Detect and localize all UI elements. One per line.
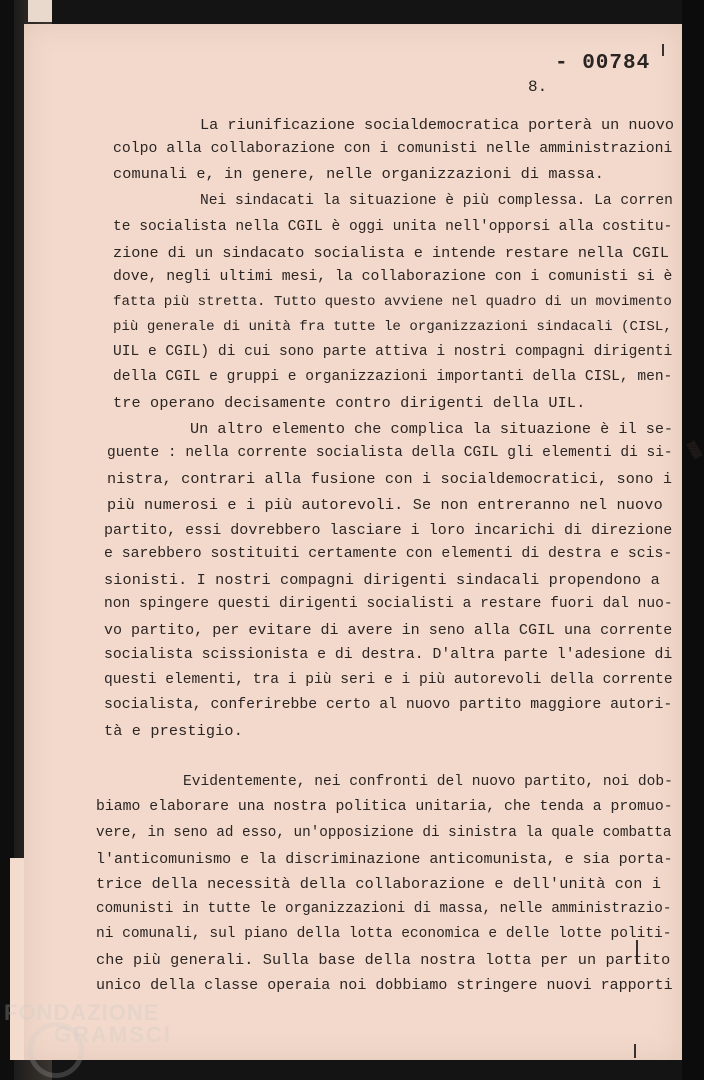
text-line: più numerosi e i più autorevoli. Se non entreranno nel nuovo: [107, 496, 663, 514]
watermark-line2: GRAMSCI: [54, 1022, 172, 1047]
text-line: sionisti. I nostri compagni dirigenti sindacali propendono a: [104, 571, 660, 589]
watermark: [4, 1000, 172, 1048]
text-line: e sarebbero sostituiti certamente con elementi di destra e scis-: [104, 546, 673, 562]
text-line: più generale di unità fra tutte le organizzazioni sindacali (CISL,: [113, 319, 672, 335]
text-line: UIL e CGIL) di cui sono parte attiva i nostri compagni dirigenti: [113, 344, 673, 360]
text-line: biamo elaborare una nostra politica unitaria, che tenda a promuo-: [96, 799, 673, 815]
text-line: comunali e, in genere, nelle organizzazioni di massa.: [113, 165, 604, 183]
text-line: socialista, conferirebbe certo al nuovo partito maggiore autori-: [104, 697, 673, 713]
text-line: La riunificazione socialdemocratica porterà un nuovo: [200, 116, 674, 134]
text-line: l'anticomunismo e la discriminazione anticomunista, e sia porta-: [96, 850, 673, 868]
text-line: unico della classe operaia noi dobbiamo stringere nuovi rapporti: [96, 976, 673, 994]
text-line: socialista scissionista e di destra. D'altra parte l'adesione di: [104, 647, 673, 663]
watermark-line1: FONDAZIONE: [4, 1000, 160, 1025]
text-line: questi elementi, tra i più seri e i più autorevoli della corrente: [104, 672, 673, 688]
text-line: colpo alla collaborazione con i comunisti nelle amministrazioni: [113, 141, 673, 157]
text-line: ni comunali, sul piano della lotta economica e delle lotte politi-: [96, 926, 672, 942]
margin-tick: [662, 44, 664, 56]
text-line: Nei sindacati la situazione è più complessa. La corren: [200, 193, 673, 209]
text-line: zione di un sindacato socialista e intende restare nella CGIL: [113, 244, 669, 262]
text-line: vere, in seno ad esso, un'opposizione di sinistra la quale combatta: [96, 825, 672, 841]
underlying-sheet-corner: [28, 0, 52, 22]
text-line: te socialista nella CGIL è oggi unita nell'opporsi alla costitu-: [113, 219, 673, 235]
page-number: 8.: [528, 78, 548, 96]
margin-tick: [634, 1044, 636, 1058]
text-line: partito, essi dovrebbero lasciare i loro incarichi di direzione: [104, 521, 673, 539]
text-line: Evidentemente, nei confronti del nuovo partito, noi dob-: [183, 774, 673, 790]
text-line: trice della necessità della collaborazione e dell'unità con i: [96, 875, 662, 893]
scan-right-edge: [682, 0, 704, 1080]
margin-stamp-mark: ▒▒▒: [686, 440, 703, 460]
text-line: fatta più stretta. Tutto questo avviene nel quadro di un movimento: [113, 294, 672, 310]
document-number: - 00784: [555, 52, 651, 75]
text-line: non spingere questi dirigenti socialisti a restare fuori dal nuo-: [104, 596, 673, 612]
text-line: dove, negli ultimi mesi, la collaborazione con i comunisti si è: [113, 269, 673, 285]
text-line: della CGIL e gruppi e organizzazioni importanti della CISL, men-: [113, 369, 673, 385]
text-line: tre operano decisamente contro dirigenti della UIL.: [113, 394, 586, 412]
text-line: guente : nella corrente socialista della CGIL gli elementi di si-: [107, 445, 673, 461]
text-line: che più generali. Sulla base della nostra lotta per un partito: [96, 951, 671, 969]
text-line: Un altro elemento che complica la situazione è il se-: [190, 420, 674, 438]
text-line: nistra, contrari alla fusione con i socialdemocratici, sono i: [107, 470, 673, 488]
text-line: tà e prestigio.: [104, 722, 243, 740]
text-line: vo partito, per evitare di avere in seno alla CGIL una corrente: [104, 621, 673, 639]
text-line: comunisti in tutte le organizzazioni di massa, nelle amministrazio-: [96, 901, 672, 917]
